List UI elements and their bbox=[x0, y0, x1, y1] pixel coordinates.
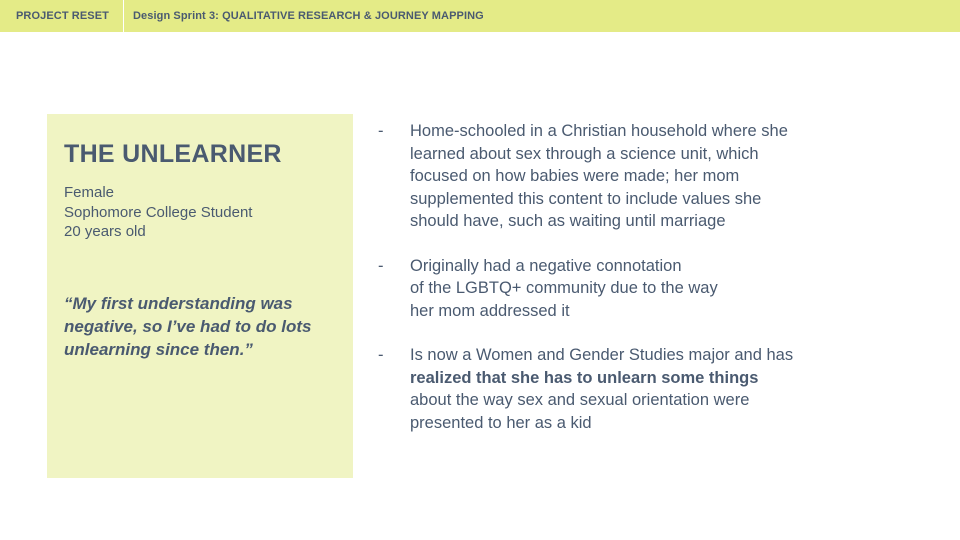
bullet-line: learned about sex through a science unit, which bbox=[410, 144, 759, 163]
bullet-dash: - bbox=[378, 256, 384, 275]
bullet-line: presented to her as a kid bbox=[410, 413, 592, 432]
bullet-line: focused on how babies were made; her mom bbox=[410, 167, 740, 185]
bullet-dash: - bbox=[378, 346, 384, 364]
bullet-text bbox=[410, 255, 858, 323]
bullet-line: supplemented this content to include values she bbox=[410, 189, 762, 208]
bullet-line: Home-schooled in a Christian household where she bbox=[410, 122, 788, 140]
list-item bbox=[378, 255, 858, 323]
project-label: PROJECT RESET bbox=[0, 0, 124, 32]
persona-age: 20 years old bbox=[64, 223, 146, 240]
persona-card bbox=[47, 114, 353, 478]
sprint-title: Design Sprint 3: QUALITATIVE RESEARCH & JOURNEY MAPPING bbox=[133, 10, 484, 22]
list-item bbox=[378, 120, 858, 233]
bullet-line: should have, such as waiting until marriage bbox=[410, 212, 726, 230]
persona-gender: Female bbox=[64, 184, 115, 201]
bullet-text bbox=[410, 344, 858, 434]
insight-list bbox=[378, 120, 858, 456]
list-item bbox=[378, 344, 858, 434]
bullet-line: Is now a Women and Gender Studies major and has bbox=[410, 346, 794, 364]
persona-role: Sophomore College Student bbox=[64, 203, 253, 221]
bullet-line: her mom addressed it bbox=[410, 301, 570, 320]
bullet-line: of the LGBTQ+ community due to the way bbox=[410, 279, 718, 297]
header-bar bbox=[0, 0, 960, 32]
bullet-line: about the way sex and sexual orientation were bbox=[410, 391, 750, 409]
bullet-dash: - bbox=[378, 122, 384, 140]
persona-name: THE UNLEARNER bbox=[64, 140, 282, 168]
bullet-emphasis: realized that she has to unlearn some things bbox=[410, 368, 759, 387]
bullet-text bbox=[410, 120, 858, 233]
bullet-line: Originally had a negative connotation bbox=[410, 256, 682, 275]
persona-quote: “My first understanding was negative, so I’ve had to do lots unlearning since then.” bbox=[64, 293, 312, 359]
